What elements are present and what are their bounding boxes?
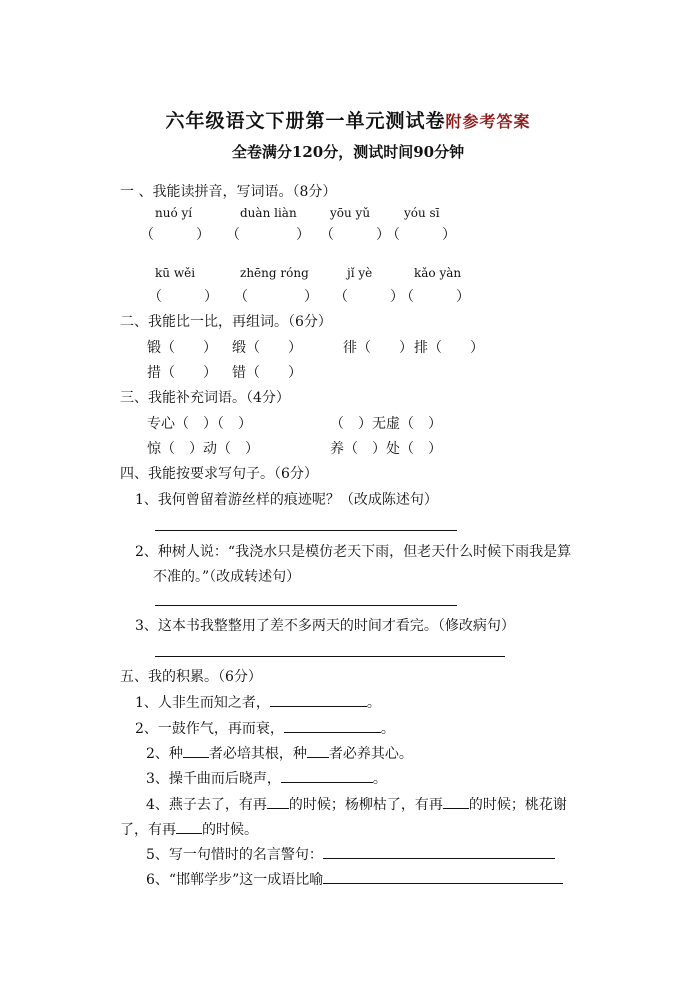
pinyin-8: kǎo yàn [414, 266, 462, 280]
section-3-heading: 三、我能补充词语。（4分） [120, 390, 290, 406]
accumulation-q2 [135, 718, 395, 738]
accumulation-q5 [146, 794, 567, 814]
answer-box[interactable]: （ ） [334, 289, 404, 305]
pinyin-7: jǐ yè [347, 266, 373, 280]
idiom-item[interactable]: 专心（ ）（ ） [147, 416, 252, 432]
fill-blank[interactable] [267, 794, 289, 809]
answer-box[interactable]: （ ） [148, 289, 218, 305]
pinyin-4: yóu sī [404, 206, 440, 220]
q3-text-a: 2、种 [146, 746, 183, 762]
idiom-item[interactable]: 惊（ ）动（ ） [147, 441, 259, 457]
compare-item[interactable]: 排（ ） [414, 340, 484, 356]
rewrite-question-3: 3、这本书我整整用了差不多两天的时间才看完。（修改病句） [135, 618, 515, 634]
title-tag: 附参考答案 [445, 112, 531, 131]
section-5-heading: 五、我的积累。（6分） [120, 669, 262, 685]
compare-item[interactable]: 锻（ ） [147, 340, 217, 356]
accumulation-q4 [146, 768, 387, 788]
section-2-heading: 二、我能比一比，再组词。（6分） [120, 314, 332, 330]
q5-text-c: 的时候；桃花谢 [468, 797, 567, 813]
idiom-item[interactable]: （ ）无虚（ ） [330, 416, 442, 432]
fill-blank[interactable] [443, 794, 469, 809]
fill-blank[interactable] [270, 692, 367, 707]
fill-blank[interactable] [323, 869, 563, 884]
accumulation-q5-cont [120, 819, 258, 839]
q3-text-b: 者必培其根，种 [208, 746, 307, 762]
q7-text: 6、“邯郸学步”这一成语比喻 [146, 872, 324, 888]
rewrite-question-1: 1、我何曾留着游丝样的痕迹呢？（改成陈述句） [135, 492, 438, 508]
answer-line[interactable] [155, 605, 457, 606]
q3-text-c: 者必养其心。 [328, 746, 413, 762]
fill-blank[interactable] [323, 844, 555, 859]
compare-item[interactable]: 缎（ ） [232, 340, 302, 356]
period: 。 [366, 695, 381, 711]
section-4-heading: 四、我能按要求写句子。（6分） [120, 466, 318, 482]
answer-box[interactable]: （ ） [140, 227, 210, 243]
page-title [0, 106, 696, 133]
accumulation-q3 [146, 743, 413, 763]
accumulation-q6 [146, 844, 555, 864]
rewrite-question-2: 2、种树人说：“我浇水只是模仿老天下雨，但老天什么时候下雨我是算 [135, 544, 572, 560]
fill-blank[interactable] [183, 743, 209, 758]
compare-item[interactable]: 错（ ） [232, 365, 302, 381]
section-1-heading: 一 、我能读拼音，写词语。（8分） [120, 184, 337, 200]
idiom-item[interactable]: 养（ ）处（ ） [330, 441, 442, 457]
q6-text: 5、写一句惜时的名言警句： [146, 847, 323, 863]
q1-text: 1、人非生而知之者， [135, 695, 270, 711]
title-text: 六年级语文下册第一单元测试卷 [165, 110, 446, 132]
q5-text-b: 的时候；杨柳枯了，有再 [288, 797, 443, 813]
answer-box[interactable]: （ ） [320, 227, 390, 243]
pinyin-6: zhēng róng [240, 266, 309, 280]
pinyin-3: yōu yǔ [330, 206, 371, 220]
q4-text: 3、操千曲而后晓声， [146, 771, 281, 787]
accumulation-q7 [146, 869, 563, 889]
compare-item[interactable]: 措（ ） [147, 365, 217, 381]
fill-blank[interactable] [281, 768, 373, 783]
page-subtitle: 全卷满分120分，测试时间90分钟 [231, 143, 465, 161]
rewrite-question-2-cont: 不准的。”（改成转述句） [153, 569, 301, 585]
q5-text-e: 的时候。 [202, 822, 258, 838]
answer-box[interactable]: （ ） [226, 227, 310, 243]
answer-line[interactable] [155, 656, 505, 657]
period: 。 [372, 771, 387, 787]
pinyin-2: duàn liàn [240, 206, 297, 220]
accumulation-q1 [135, 692, 381, 712]
answer-line[interactable] [155, 530, 457, 531]
pinyin-1: nuó yí [155, 206, 193, 220]
fill-blank[interactable] [176, 819, 202, 834]
answer-box[interactable]: （ ） [400, 289, 470, 305]
compare-item[interactable]: 徘（ ） [343, 340, 413, 356]
answer-box[interactable]: （ ） [386, 227, 456, 243]
answer-box[interactable]: （ ） [234, 289, 318, 305]
q5-text-d: 了，有再 [120, 822, 176, 838]
pinyin-5: kū wěi [155, 266, 196, 280]
period: 。 [380, 721, 395, 737]
q2-text: 2、一鼓作气，再而衰， [135, 721, 284, 737]
q5-text-a: 4、燕子去了，有再 [146, 797, 267, 813]
fill-blank[interactable] [307, 743, 329, 758]
fill-blank[interactable] [284, 718, 381, 733]
